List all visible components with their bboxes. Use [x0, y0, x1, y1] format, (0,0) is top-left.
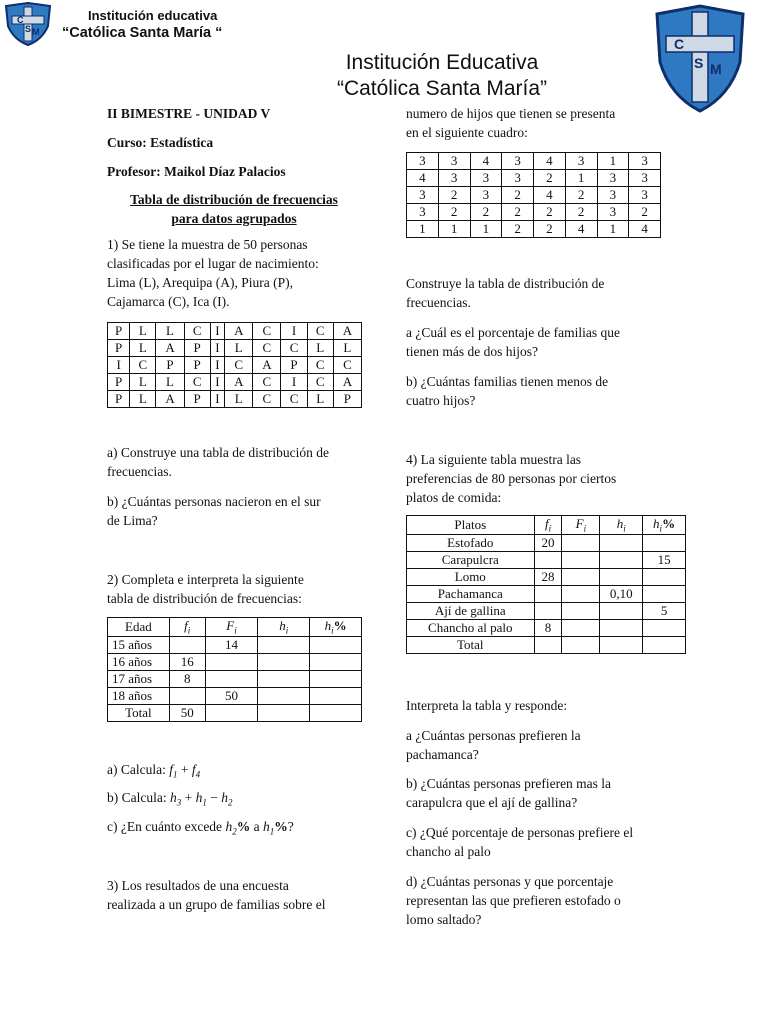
p1-question-b-2: de Lima?: [107, 513, 158, 528]
p3-grid-cell: 3: [629, 170, 661, 187]
p3-grid-cell: 3: [597, 187, 629, 204]
p3-grid-cell: 2: [438, 187, 470, 204]
p1-grid-cell: C: [225, 357, 253, 374]
p4-table-cell: [534, 636, 562, 653]
p2-table-row: [108, 704, 362, 721]
p3-grid-cell: 3: [438, 153, 470, 170]
p3-grid-cell: 2: [438, 204, 470, 221]
p1-grid-cell: C: [253, 323, 281, 340]
p4-table-cell: [562, 585, 600, 602]
p1-grid-cell: L: [225, 391, 253, 408]
p2-table-cell: [310, 687, 362, 704]
p2-table-cell: [258, 687, 310, 704]
p2-table-cell: 16 años: [108, 653, 170, 670]
p3-grid-cell: 1: [470, 221, 502, 238]
p2-table-cell: 50: [169, 704, 205, 721]
p2-table-cell: 18 años: [108, 687, 170, 704]
p1-grid-cell: C: [307, 374, 333, 391]
p4-table-cell: [562, 636, 600, 653]
p2-table-row: [108, 687, 362, 704]
p2-header-Fi: $F_i$: [205, 618, 258, 637]
p1-grid-cell: A: [156, 391, 184, 408]
p4-question-a-1: a ¿Cuántas personas prefieren la: [406, 728, 581, 743]
period-label: II BIMESTRE - UNIDAD V: [107, 106, 271, 121]
p3-grid-cell: 3: [629, 187, 661, 204]
p3-grid-row: [407, 221, 661, 238]
p1-grid-cell: I: [281, 323, 307, 340]
p3-line-2: realizada a un grupo de familias sobre el: [107, 897, 326, 912]
p4-question-a-2: pachamanca?: [406, 747, 479, 762]
p4-table-cell: Pachamanca: [407, 585, 535, 602]
p1-line-3: Lima (L), Arequipa (A), Piura (P),: [107, 275, 293, 290]
p2-table-row: [108, 653, 362, 670]
p1-grid-cell: L: [333, 340, 361, 357]
p4-table-cell: 20: [534, 534, 562, 551]
p4-table-row: [407, 551, 686, 568]
teacher-label: Profesor: Maikol Díaz Palacios: [107, 164, 286, 179]
p1-grid-cell: C: [184, 323, 210, 340]
p2-question-c: c) ¿En cuánto excede $h_2\%$ a $h_1\%$?: [107, 819, 294, 837]
p1-grid-cell: C: [307, 357, 333, 374]
p2-table-cell: [310, 670, 362, 687]
page-title-line2: “Católica Santa María”: [336, 77, 548, 100]
p4-question-d-1: d) ¿Cuántas personas y que porcentaje: [406, 874, 614, 889]
p4-table-cell: Carapulcra: [407, 551, 535, 568]
p1-grid-row: [108, 323, 362, 340]
p4-header-hi: $h_i$: [600, 516, 643, 535]
p3-grid-row: [407, 170, 661, 187]
p1-grid-cell: A: [253, 357, 281, 374]
p4-table-row: [407, 585, 686, 602]
p4-question-c-2: chancho al palo: [406, 844, 491, 859]
p3-grid-row: [407, 204, 661, 221]
p4-header-fi: $f_i$: [534, 516, 562, 535]
p3-question-0-2: frecuencias.: [406, 295, 471, 310]
school-logo-large: [654, 4, 746, 114]
p4-table-cell: [600, 551, 643, 568]
p1-grid-cell: C: [281, 340, 307, 357]
p1-grid-cell: A: [156, 340, 184, 357]
p1-grid-cell: A: [225, 374, 253, 391]
p1-grid-cell: I: [210, 323, 224, 340]
p4-question-b-2: carapulcra que el ají de gallina?: [406, 795, 578, 810]
p2-table-cell: [258, 670, 310, 687]
p4-table-row: [407, 568, 686, 585]
p1-grid-cell: I: [108, 357, 130, 374]
p1-grid-cell: P: [108, 374, 130, 391]
p1-line-1: 1) Se tiene la muestra de 50 personas: [107, 237, 308, 252]
p4-table-cell: [600, 636, 643, 653]
p1-grid-cell: I: [210, 374, 224, 391]
p2-table-cell: [205, 704, 258, 721]
p1-grid-cell: P: [108, 340, 130, 357]
p3-grid-cell: 1: [438, 221, 470, 238]
p3-question-a-2: tienen más de dos hijos?: [406, 344, 538, 359]
p3-grid-cell: 3: [629, 153, 661, 170]
p4-line-3: platos de comida:: [406, 490, 502, 505]
p1-grid-cell: L: [130, 323, 156, 340]
p1-grid-cell: C: [333, 357, 361, 374]
p4-table-cell: 15: [643, 551, 686, 568]
p3-line-1: 3) Los resultados de una encuesta: [107, 878, 289, 893]
p4-table-cell: [562, 551, 600, 568]
p3-grid-cell: 3: [502, 153, 534, 170]
p3-grid-cell: 2: [565, 187, 597, 204]
p1-grid-cell: P: [108, 323, 130, 340]
p2-table-cell: [205, 670, 258, 687]
p3-grid-cell: 1: [565, 170, 597, 187]
p4-header-Fi: $F_i$: [562, 516, 600, 535]
p1-grid-cell: P: [281, 357, 307, 374]
p4-table-cell: [643, 534, 686, 551]
p1-grid-cell: L: [225, 340, 253, 357]
p4-table-cell: Ají de gallina: [407, 602, 535, 619]
p4-table-cell: [643, 636, 686, 653]
p2-header-fi: $f_i$: [169, 618, 205, 637]
p1-grid-cell: L: [156, 323, 184, 340]
p4-table-cell: Chancho al palo: [407, 619, 535, 636]
p1-grid-cell: I: [210, 357, 224, 374]
p1-grid-row: [108, 391, 362, 408]
p4-header-hi-pct: $h_i\%$: [643, 516, 686, 535]
p2-table-cell: [169, 636, 205, 653]
p1-line-2: clasificadas por el lugar de nacimiento:: [107, 256, 319, 271]
p1-grid-cell: A: [333, 323, 361, 340]
p1-grid-cell: I: [210, 391, 224, 408]
p2-question-a: a) Calcula: $f_1 + f_4$: [107, 762, 201, 780]
p1-letter-grid: [107, 322, 362, 408]
p1-line-4: Cajamarca (C), Ica (I).: [107, 294, 230, 309]
p4-table-cell: 0,10: [600, 585, 643, 602]
p2-table-row: [108, 636, 362, 653]
p4-table-row: [407, 619, 686, 636]
p2-table-cell: [258, 704, 310, 721]
p2-table-cell: [258, 636, 310, 653]
p1-grid-cell: I: [281, 374, 307, 391]
p1-grid-cell: C: [184, 374, 210, 391]
p2-frequency-table: [107, 617, 362, 722]
p3-grid-cell: 3: [502, 170, 534, 187]
p3-grid-cell: 4: [534, 187, 566, 204]
p1-grid-cell: I: [210, 340, 224, 357]
p1-grid-row: [108, 340, 362, 357]
p2-line-2: tabla de distribución de frecuencias:: [107, 591, 302, 606]
logo-large-letter-s: S: [694, 55, 704, 71]
logo-large-letter-m: M: [710, 61, 722, 77]
p3-question-b-1: b) ¿Cuántas familias tienen menos de: [406, 374, 609, 389]
p2-table-cell: 50: [205, 687, 258, 704]
p1-question-b-1: b) ¿Cuántas personas nacieron en el sur: [107, 494, 321, 509]
p3-grid-cell: 2: [629, 204, 661, 221]
p1-grid-cell: P: [108, 391, 130, 408]
p3-grid-cell: 3: [470, 187, 502, 204]
p1-grid-cell: L: [307, 340, 333, 357]
p4-table-cell: [600, 619, 643, 636]
p1-grid-row: [108, 374, 362, 391]
p1-grid-cell: C: [130, 357, 156, 374]
school-logo-small: [4, 2, 52, 46]
p3-grid-cell: 4: [565, 221, 597, 238]
p3-number-grid: [406, 152, 661, 238]
p4-table-cell: 5: [643, 602, 686, 619]
p3-question-0-1: Construye la tabla de distribución de: [406, 276, 605, 291]
p1-grid-cell: C: [253, 374, 281, 391]
p4-table-cell: Lomo: [407, 568, 535, 585]
p1-grid-cell: A: [333, 374, 361, 391]
p4-table-cell: [562, 619, 600, 636]
p4-question-b-1: b) ¿Cuántas personas prefieren mas la: [406, 776, 612, 791]
p1-grid-cell: P: [184, 391, 210, 408]
p2-table-cell: 8: [169, 670, 205, 687]
p2-table-cell: [258, 653, 310, 670]
p4-table-cell: [534, 585, 562, 602]
p3-grid-cell: 2: [534, 204, 566, 221]
p4-table-cell: 28: [534, 568, 562, 585]
p1-grid-cell: P: [156, 357, 184, 374]
p3-grid-cell: 4: [407, 170, 439, 187]
p4-header-platos: Platos: [407, 516, 535, 535]
p1-grid-cell: C: [281, 391, 307, 408]
p3-grid-cell: 2: [534, 221, 566, 238]
p3-grid-cell: 3: [407, 153, 439, 170]
p2-table-row: [108, 670, 362, 687]
p4-table-cell: [643, 585, 686, 602]
p3-line-4: en el siguiente cuadro:: [406, 125, 528, 140]
p2-table-cell: 15 años: [108, 636, 170, 653]
section-title-1: Tabla de distribución de frecuencias: [130, 192, 338, 207]
p1-grid-cell: C: [253, 391, 281, 408]
p3-grid-row: [407, 153, 661, 170]
p2-header-hi-pct: $h_i\%$: [310, 618, 362, 637]
header-small-line1: Institución educativa: [88, 8, 218, 23]
p2-table-cell: [310, 653, 362, 670]
p3-grid-cell: 1: [597, 221, 629, 238]
p3-grid-cell: 4: [629, 221, 661, 238]
header-small-line2: “Católica Santa María “: [62, 25, 223, 41]
p1-grid-cell: L: [307, 391, 333, 408]
p4-table-cell: [562, 534, 600, 551]
p2-table-cell: 17 años: [108, 670, 170, 687]
p2-table-cell: 14: [205, 636, 258, 653]
p4-table-cell: [562, 602, 600, 619]
p1-grid-cell: L: [130, 391, 156, 408]
course-label: Curso: Estadística: [107, 135, 214, 150]
p4-table-row: [407, 636, 686, 653]
p3-grid-cell: 3: [565, 153, 597, 170]
page-title-line1: Institución Educativa: [345, 51, 539, 74]
p3-grid-cell: 2: [565, 204, 597, 221]
p4-table-cell: [600, 568, 643, 585]
p4-table-cell: Total: [407, 636, 535, 653]
p4-table-cell: [562, 568, 600, 585]
p4-food-table: [406, 515, 686, 654]
p3-grid-cell: 2: [534, 170, 566, 187]
p2-table-cell: Total: [108, 704, 170, 721]
p4-table-cell: 8: [534, 619, 562, 636]
p4-line-1: 4) La siguiente tabla muestra las: [406, 452, 582, 467]
p2-line-1: 2) Completa e interpreta la siguiente: [107, 572, 304, 587]
p4-question-d-3: lomo saltado?: [406, 912, 482, 927]
p4-table-cell: Estofado: [407, 534, 535, 551]
p3-grid-cell: 2: [502, 187, 534, 204]
p1-grid-cell: P: [184, 340, 210, 357]
p2-header-edad: Edad: [108, 618, 170, 637]
p3-grid-cell: 3: [597, 204, 629, 221]
p4-interpret-label: Interpreta la tabla y responde:: [406, 698, 568, 713]
p4-table-cell: [534, 602, 562, 619]
p3-grid-cell: 4: [470, 153, 502, 170]
p2-table-cell: [310, 636, 362, 653]
p3-grid-cell: 1: [407, 221, 439, 238]
p1-grid-cell: C: [253, 340, 281, 357]
p1-grid-cell: L: [130, 374, 156, 391]
logo-letter-s: S: [25, 24, 32, 34]
p2-table-cell: [310, 704, 362, 721]
p2-table-cell: [205, 653, 258, 670]
p1-question-a-1: a) Construye una tabla de distribución de: [107, 445, 329, 460]
p3-grid-cell: 2: [470, 204, 502, 221]
p1-grid-cell: L: [130, 340, 156, 357]
p3-line-3: numero de hijos que tienen se presenta: [406, 106, 616, 121]
p3-question-a-1: a ¿Cuál es el porcentaje de familias que: [406, 325, 621, 340]
p4-table-cell: [600, 602, 643, 619]
p4-question-d-2: representan las que prefieren estofado o: [406, 893, 621, 908]
p3-grid-cell: 1: [597, 153, 629, 170]
p4-table-cell: [643, 619, 686, 636]
p4-table-row: [407, 534, 686, 551]
logo-letter-m: M: [32, 27, 40, 37]
p3-grid-cell: 3: [407, 187, 439, 204]
p1-grid-cell: P: [184, 357, 210, 374]
section-title-2: para datos agrupados: [171, 211, 297, 226]
p4-table-cell: [534, 551, 562, 568]
p3-grid-cell: 2: [502, 221, 534, 238]
p4-table-cell: [600, 534, 643, 551]
p1-grid-cell: L: [156, 374, 184, 391]
p1-grid-cell: C: [307, 323, 333, 340]
p1-grid-cell: A: [225, 323, 253, 340]
p3-grid-cell: 2: [502, 204, 534, 221]
p3-grid-cell: 3: [597, 170, 629, 187]
p3-grid-cell: 3: [407, 204, 439, 221]
p3-grid-cell: 3: [470, 170, 502, 187]
p3-grid-cell: 3: [438, 170, 470, 187]
p1-grid-cell: P: [333, 391, 361, 408]
p3-grid-row: [407, 187, 661, 204]
p1-question-a-2: frecuencias.: [107, 464, 172, 479]
p4-table-cell: [643, 568, 686, 585]
p2-question-b: b) Calcula: $h_3 + h_1 - h_2$: [107, 790, 233, 808]
p3-grid-cell: 4: [534, 153, 566, 170]
logo-letter-c: C: [17, 15, 24, 25]
p4-table-row: [407, 602, 686, 619]
p2-table-cell: 16: [169, 653, 205, 670]
logo-large-letter-c: C: [674, 36, 685, 52]
p3-question-b-2: cuatro hijos?: [406, 393, 476, 408]
p1-grid-row: [108, 357, 362, 374]
p2-table-cell: [169, 687, 205, 704]
p4-line-2: preferencias de 80 personas por ciertos: [406, 471, 617, 486]
p4-question-c-1: c) ¿Qué porcentaje de personas prefiere el: [406, 825, 634, 840]
p2-header-hi: $h_i$: [258, 618, 310, 637]
